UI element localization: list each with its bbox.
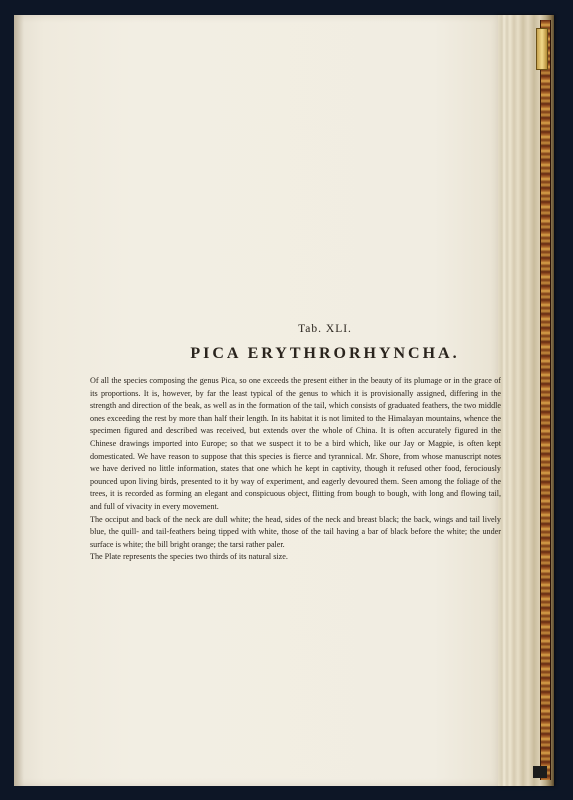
paragraph-1: Of all the species composing the genus Pica, so one exceeds the present either in the beauty of its plumage or in the grace of its proportions. It is, however, by far the least typical of the genus to which it is provisionally assigned, differing in the strength and direction of the beak, as well as in the formation of the tail, which consists of graduated feathers, the two middle ones exceeding the rest by more than half their length. In its habitat it is not limited to the Himalayan mountains, whence the specimen figured and described was received, but extends over the whole of China. It is often accurately figured in the Chinese drawings imported into Europe; so that we suspect it to be a bird which, like our Jay or Magpie, is often kept domesticated. We have reason to suppose that this species is fierce and tyrannical. Mr. Shore, from whose manuscript notes we have derived no little information, states that one which he kept in captivity, though it refused other food, ferociously pounced upon living birds, presented to it by way of experiment, and eagerly devoured them. Seen among the foliage of the trees, it is recorded as forming an elegant and conspicuous object, flitting from bough to bough, with long and flowing tail, and full of vivacity in every movement. [90,376,501,511]
plate-number: Tab. XLI. [298,323,352,335]
page-gutter [14,15,24,786]
gilt-fore-edge [540,20,551,780]
page-clip [536,28,548,70]
paragraph-3: The Plate represents the species two thirds of its natural size. [90,552,288,562]
description-text [90,375,501,564]
book-page [14,15,501,786]
paragraph-2: The occiput and back of the neck are dull white; the head, sides of the neck and breast black; the back, wings and tail lively blue, the quill- and tail-feathers being tipped with white, those of the tail having a bar of black before the white; the under surface is white; the bill bright orange; the tarsi rather paler. [90,514,501,549]
bottom-clip [533,766,547,778]
species-title: PICA ERYTHRORHYNCHA. [190,345,460,362]
